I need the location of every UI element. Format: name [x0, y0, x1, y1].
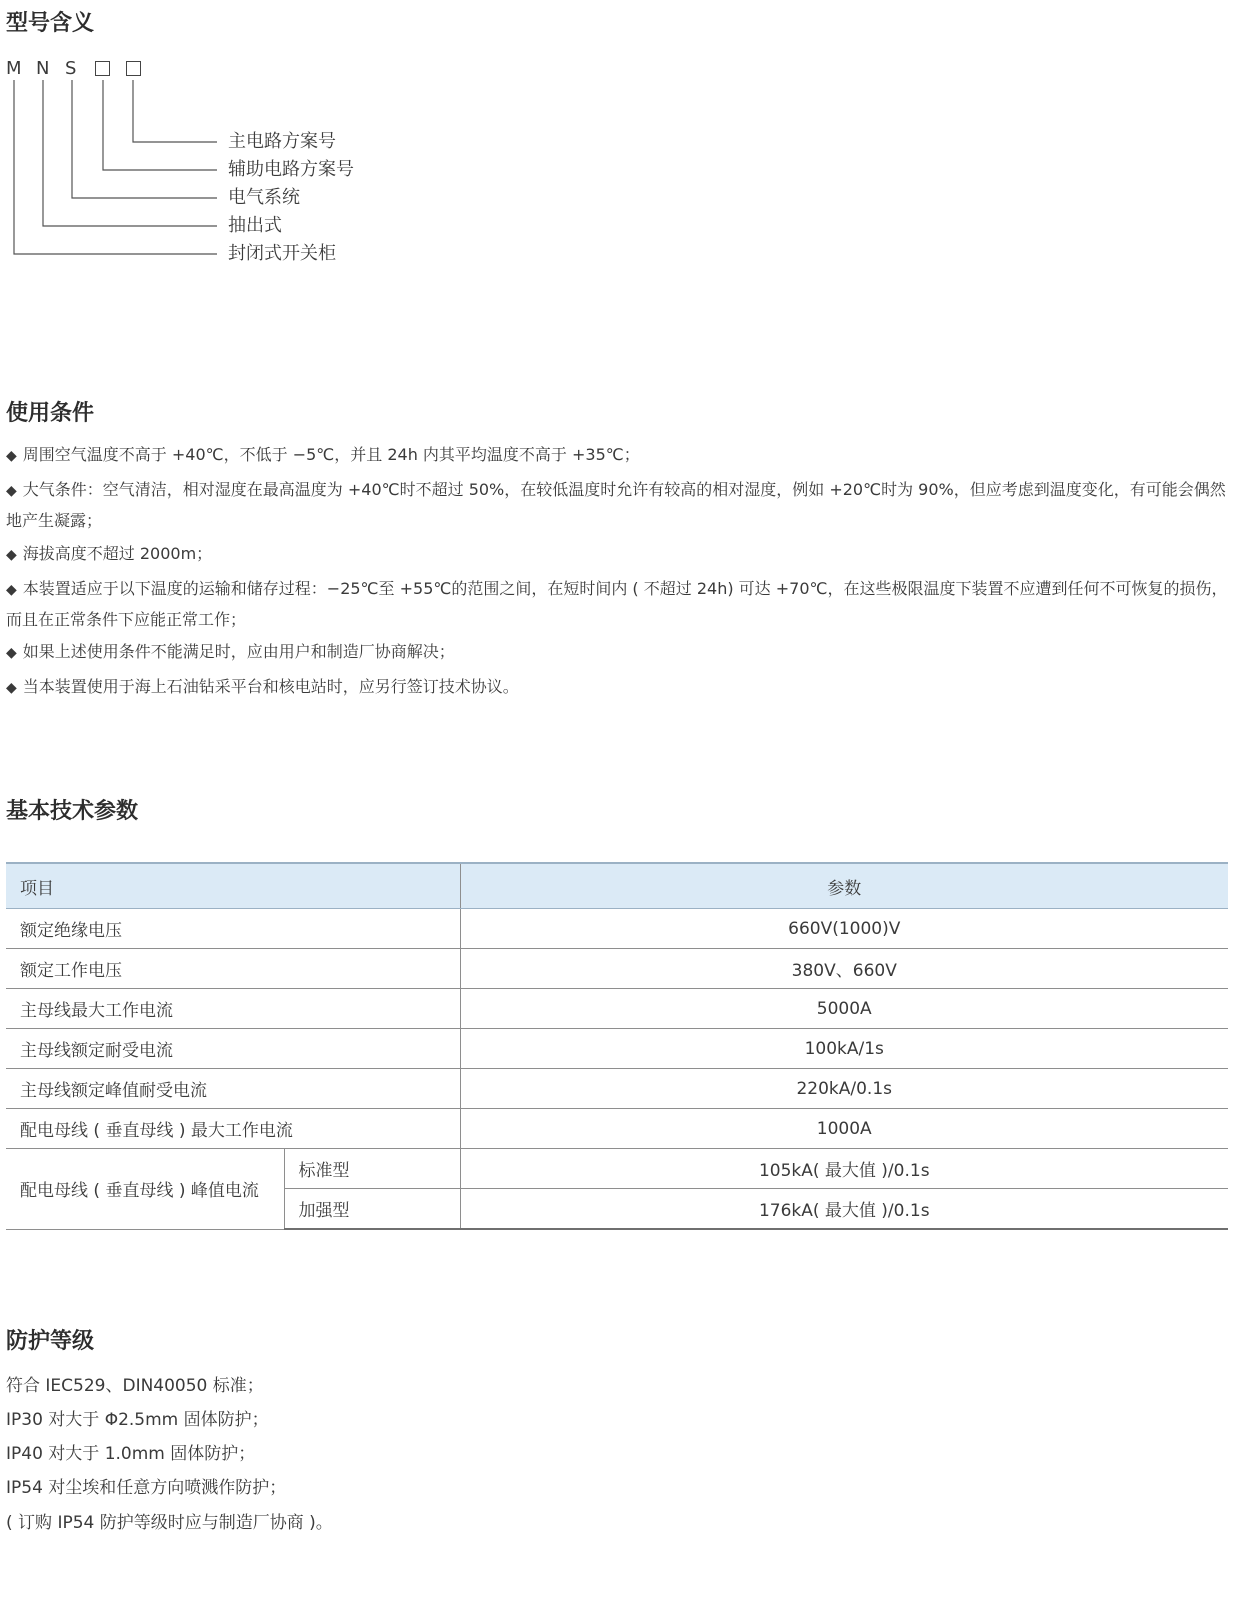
condition-item: ◆ 大气条件：空气清洁，相对湿度在最高温度为 +40℃时不超过 50%，在较低温度时允许有较高的相对湿度，例如 +20℃时为 90%，但应考虑到温度变化，有可能会偶然地产生凝露； [6, 480, 1226, 530]
row-subtype: 加强型 [284, 1189, 460, 1230]
row-item: 额定工作电压 [6, 949, 460, 989]
model-connector-lines [0, 78, 230, 268]
row-value: 380V、660V [460, 949, 1228, 989]
row-value: 5000A [460, 989, 1228, 1029]
model-label-withdrawable: 抽出式 [228, 215, 282, 236]
row-subtype: 标准型 [284, 1149, 460, 1189]
table-row [6, 949, 1228, 989]
model-box-main [126, 61, 141, 76]
model-box-aux [95, 61, 110, 76]
row-item-peak: 配电母线 ( 垂直母线 ) 峰值电流 [6, 1149, 284, 1230]
table-row [6, 1149, 1228, 1189]
row-value: 660V(1000)V [460, 909, 1228, 949]
row-item: 主母线额定峰值耐受电流 [6, 1069, 460, 1109]
table-row [6, 1069, 1228, 1109]
protection-line: IP30 对大于 Φ2.5mm 固体防护； [6, 1410, 269, 1430]
condition-item: ◆ 本装置适应于以下温度的运输和储存过程：−25℃至 +55℃的范围之间，在短时间内 ( 不超过 24h) 可达 +70℃，在这些极限温度下装置不应遭到任何不可恢复的损伤，而且在正常条件下应能正常工作； [6, 579, 1228, 629]
model-code [6, 58, 166, 80]
tech-params-table [6, 862, 1228, 1230]
condition-item: ◆ 海拔高度不超过 2000m； [6, 544, 213, 563]
protection-heading: 防护等级 [6, 1329, 95, 1354]
model-heading: 型号含义 [6, 11, 95, 36]
row-value: 1000A [460, 1109, 1228, 1149]
model-letter-s: S [65, 58, 77, 79]
table-row [6, 1109, 1228, 1149]
diamond-bullet-icon: ◆ [6, 483, 17, 499]
protection-line: ( 订购 IP54 防护等级时应与制造厂协商 )。 [6, 1513, 333, 1533]
diamond-bullet-icon: ◆ [6, 448, 17, 464]
table-row [6, 909, 1228, 949]
row-value: 176kA( 最大值 )/0.1s [460, 1189, 1228, 1230]
table-header-param: 参数 [460, 863, 1228, 909]
table-header-item: 项目 [6, 863, 460, 909]
model-label-electrical-system: 电气系统 [228, 187, 300, 208]
table-row [6, 1029, 1228, 1069]
row-value: 100kA/1s [460, 1029, 1228, 1069]
model-letter-n: N [36, 58, 50, 79]
condition-item: ◆ 如果上述使用条件不能满足时，应由用户和制造厂协商解决； [6, 642, 455, 661]
row-value: 220kA/0.1s [460, 1069, 1228, 1109]
row-item: 主母线额定耐受电流 [6, 1029, 460, 1069]
table-row [6, 989, 1228, 1029]
condition-item: ◆ 当本装置使用于海上石油钻采平台和核电站时，应另行签订技术协议。 [6, 677, 519, 696]
diamond-bullet-icon: ◆ [6, 680, 17, 696]
conditions-heading: 使用条件 [6, 401, 95, 426]
row-value: 105kA( 最大值 )/0.1s [460, 1149, 1228, 1189]
protection-line: IP54 对尘埃和任意方向喷溅作防护； [6, 1478, 287, 1498]
row-item: 额定绝缘电压 [6, 909, 460, 949]
protection-line: IP40 对大于 1.0mm 固体防护； [6, 1444, 256, 1464]
model-label-enclosed-switchgear: 封闭式开关柜 [228, 243, 336, 264]
model-letter-m: M [6, 58, 22, 79]
row-item: 主母线最大工作电流 [6, 989, 460, 1029]
protection-line: 符合 IEC529、DIN40050 标准； [6, 1376, 264, 1396]
diamond-bullet-icon: ◆ [6, 547, 17, 563]
model-label-aux-circuit: 辅助电路方案号 [228, 159, 354, 180]
diamond-bullet-icon: ◆ [6, 645, 17, 661]
model-label-main-circuit: 主电路方案号 [228, 131, 336, 152]
row-item: 配电母线 ( 垂直母线 ) 最大工作电流 [6, 1109, 460, 1149]
condition-item: ◆ 周围空气温度不高于 +40℃，不低于 −5℃，并且 24h 内其平均温度不高于 +35℃； [6, 445, 640, 464]
tech-heading: 基本技术参数 [6, 799, 139, 824]
diamond-bullet-icon: ◆ [6, 582, 17, 598]
